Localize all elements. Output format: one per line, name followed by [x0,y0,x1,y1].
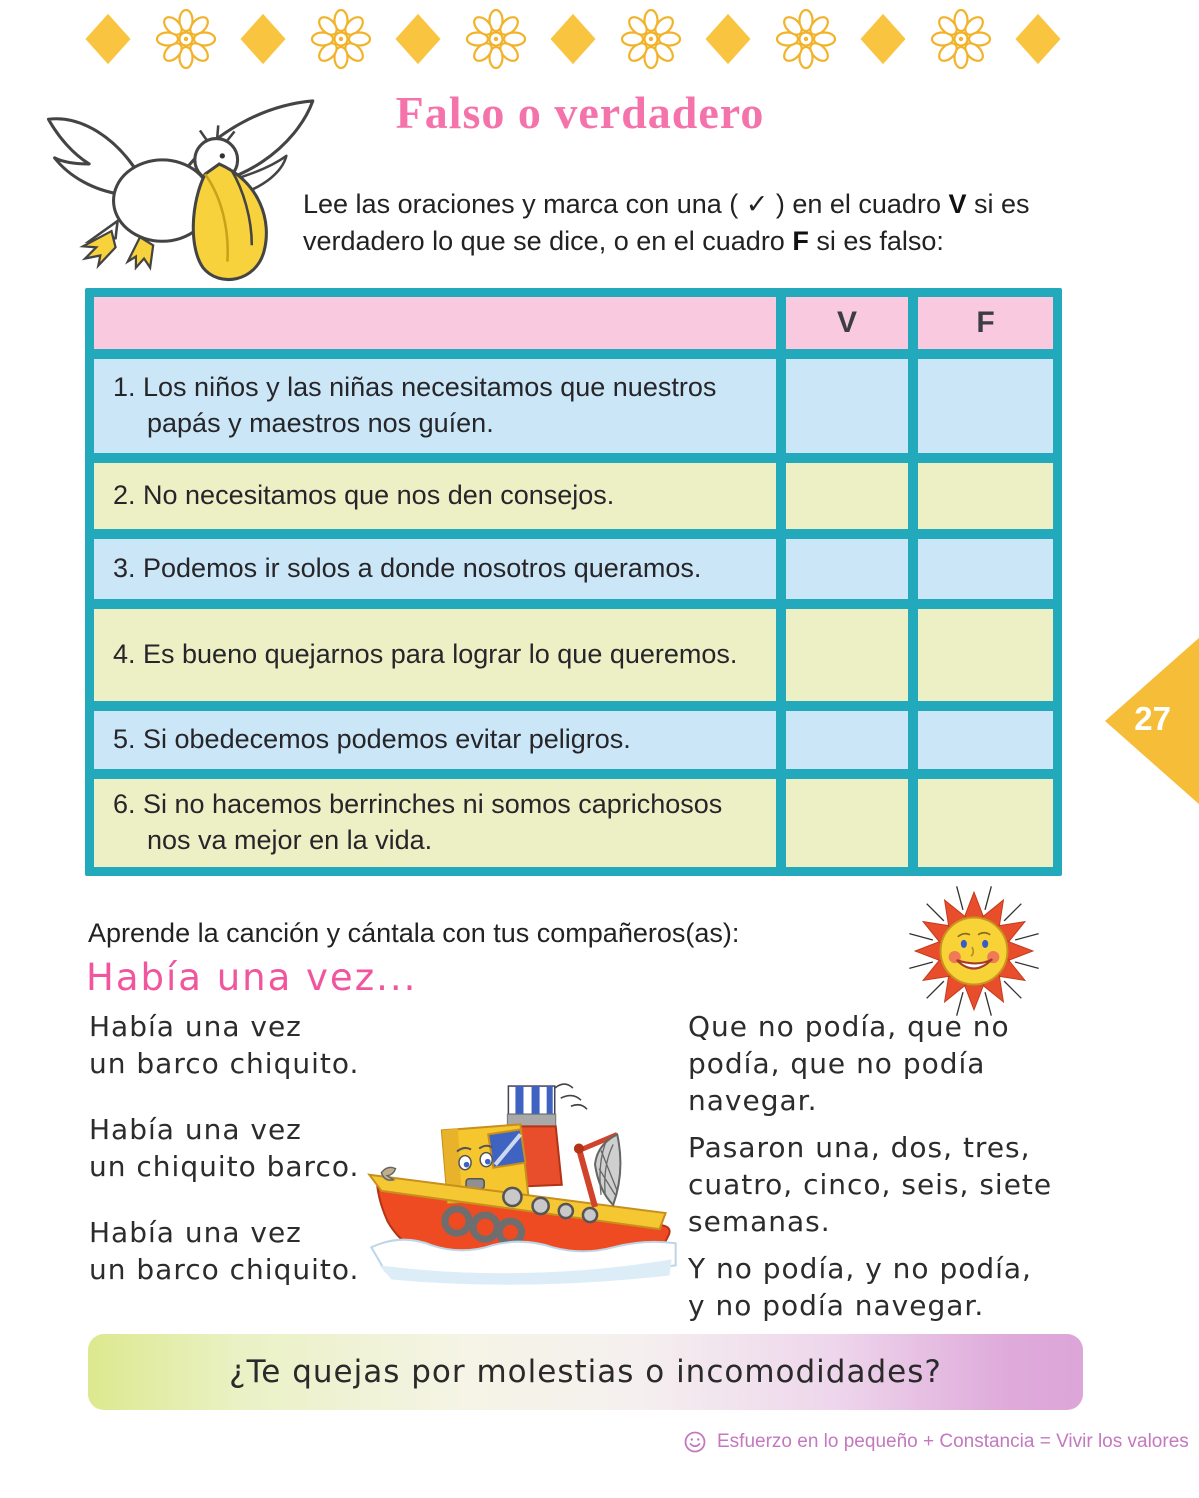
footer-motto [683,1430,1189,1454]
diamond-icon [237,10,289,68]
checkbox-f-row-3[interactable] [918,539,1053,599]
verse: Y no podía, y no podía, y no podía navegar. [688,1252,1032,1322]
instructions-f-label: F [792,226,809,256]
checkbox-f-row-4[interactable] [918,609,1053,701]
checkbox-v-row-4[interactable] [786,609,908,701]
diamond-icon [1012,10,1064,68]
flower-icon [466,9,526,69]
verse: Había una vez un barco chiquito. [89,1216,360,1286]
question-banner [88,1334,1083,1410]
verse: Que no podía, que no podía, que no podía navegar. [688,1010,1010,1117]
flower-icon [156,9,216,69]
page-number: 27 [1134,700,1171,737]
diamond-icon [392,10,444,68]
footer-text: Esfuerzo en lo pequeño + Constancia = Vivir los valores [717,1431,1189,1452]
verse: Pasaron una, dos, tres, cuatro, cinco, seis, siete semanas. [688,1131,1053,1238]
flower-icon [931,9,991,69]
statement-row-4: 4. Es bueno quejarnos para lograr lo que queremos. [94,609,776,701]
statement-row-3: 3. Podemos ir solos a donde nosotros queramos. [94,539,776,599]
instructions-text [303,186,1089,260]
smiley-icon [683,1430,707,1454]
page-title: Falso o verdadero [395,87,765,138]
boat-illustration [360,1078,690,1340]
flower-icon [621,9,681,69]
diamond-icon [857,10,909,68]
table-header-f: F [918,297,1053,349]
song-title: Había una vez... [86,956,418,999]
checkbox-v-row-6[interactable] [786,779,908,867]
checkbox-v-row-2[interactable] [786,463,908,529]
instructions-v-label: V [948,189,967,219]
verse: Había una vez un chiquito barco. [89,1113,360,1183]
statement-row-1: 1. Los niños y las niñas necesitamos que nuestros papás y maestros nos guíen. [94,359,776,453]
decorative-border [82,8,1064,70]
table-header-statement [94,297,776,349]
check-mark-glyph: ✓ [745,189,769,219]
checkbox-v-row-5[interactable] [786,711,908,769]
checkbox-v-row-3[interactable] [786,539,908,599]
checkbox-f-row-1[interactable] [918,359,1053,453]
instructions-part1: Lee las oraciones y marca con una ( [303,189,746,219]
true-false-table [85,288,1062,876]
lyrics-right-column [688,1008,1088,1334]
song-intro: Aprende la canción y cántala con tus compañeros(as): [88,918,740,948]
lyrics-left-column [89,1008,359,1317]
instructions-part3: si es verdadero lo que se dice, o en el cuadro [303,189,1030,256]
checkbox-f-row-5[interactable] [918,711,1053,769]
instructions-part2: ) en el cuadro [768,189,949,219]
flower-icon [311,9,371,69]
sun-illustration [903,880,1045,1022]
diamond-icon [547,10,599,68]
checkbox-v-row-1[interactable] [786,359,908,453]
statement-row-5: 5. Si obedecemos podemos evitar peligros. [94,711,776,769]
checkbox-f-row-2[interactable] [918,463,1053,529]
checkbox-f-row-6[interactable] [918,779,1053,867]
question-banner-text: ¿Te quejas por molestias o incomodidades? [229,1354,942,1390]
verse: Había una vez un barco chiquito. [89,1010,360,1080]
statement-row-6: 6. Si no hacemos berrinches ni somos caprichosos nos va mejor en la vida. [94,779,776,867]
diamond-icon [82,10,134,68]
flower-icon [776,9,836,69]
pelican-illustration [20,96,325,296]
diamond-icon [702,10,754,68]
instructions-part4: si es falso: [808,226,944,256]
table-header-v: V [786,297,908,349]
statement-row-2: 2. No necesitamos que nos den consejos. [94,463,776,529]
